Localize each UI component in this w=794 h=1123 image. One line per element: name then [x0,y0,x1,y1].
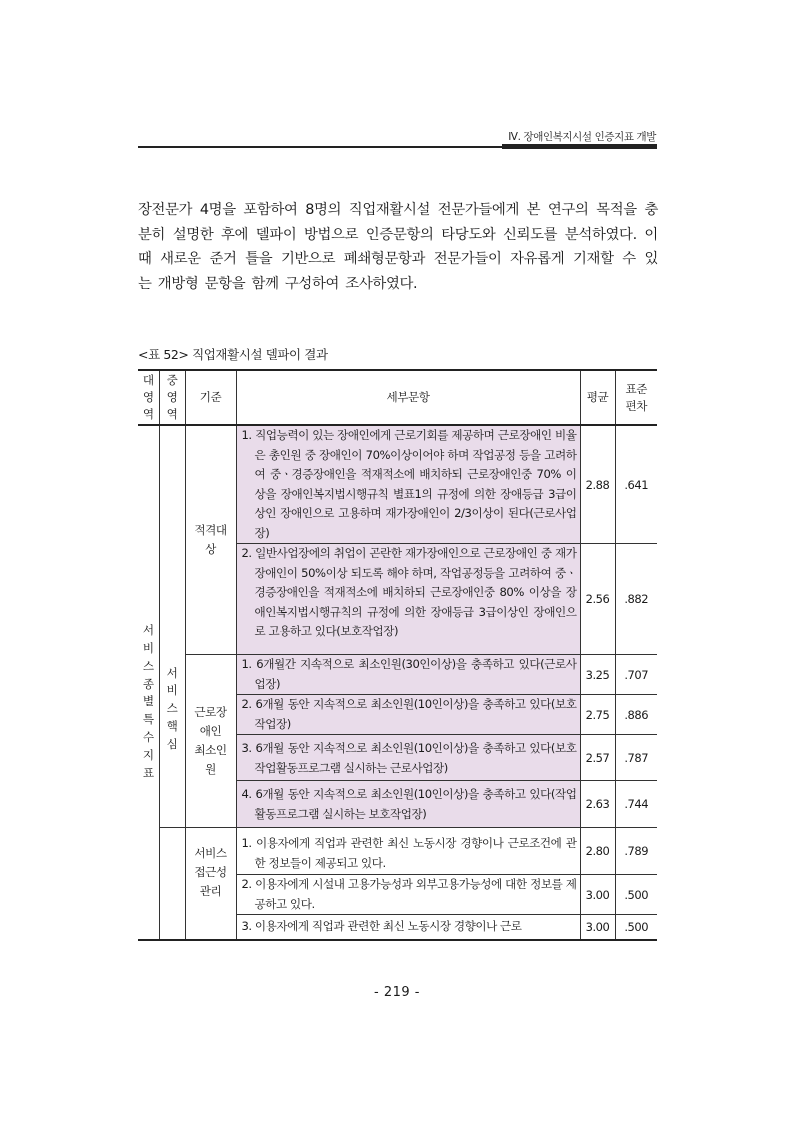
criterion-eligibility: 적격대 상 [185,425,236,655]
item-text-cell: 2. 일반사업장에의 취업이 곤란한 재가장애인으로 근로장애인 중 재가장애인이 50%이상 되도록 해야 하며, 작업공정등을 고려하여 중ㆍ경증장애인을 적재적소에 배치하되 근로장애인중 80% 이상을 장애인복지법시행규칙의 규정에 의한 장애등급 3급이상인 장애인으로 고용하고 있다(보호작업장) [236,544,580,655]
header-sd: 표준 편차 [615,370,657,425]
header-criterion: 기준 [185,370,236,425]
criterion-min-workers: 근로장 애인 최소인 원 [185,655,236,828]
body-line: 장전문가 4명을 포함하여 8명의 직업재활시설 전문가들에게 본 연구의 목적을 충 [138,202,658,218]
header-mean: 평균 [580,370,615,425]
table-row [138,425,657,544]
subdomain-cell: 서 비 스 핵 심 [159,425,185,828]
mean-cell: 2.56 [580,544,615,655]
item-text-cell: 1. 이용자에게 직업과 관련한 최신 노동시장 경향이나 근로조건에 관한 정보들이 제공되고 있다. [236,828,580,875]
item-text-cell: 4. 6개월 동안 지속적으로 최소인원(10인이상)을 충족하고 있다(작업활동프로그램 실시하는 보호작업장) [236,781,580,828]
body-line: 분히 설명한 후에 델파이 방법으로 인증문항의 타당도와 신뢰도를 분석하였다. 이 [138,226,658,243]
delphi-results-table [138,369,657,941]
mean-cell: 2.75 [580,695,615,735]
sd-cell: .789 [615,828,657,875]
header-domain: 대 영 역 [138,370,159,425]
mean-cell: 3.00 [580,875,615,915]
table-caption: <표 52> 직업재활시설 델파이 결과 [138,347,328,362]
item-text-cell: 3. 이용자에게 직업과 관련한 최신 노동시장 경향이나 근로 [236,915,580,940]
sd-cell: .744 [615,781,657,828]
mean-cell: 2.88 [580,425,615,544]
body-paragraph [138,198,658,296]
mean-cell: 2.57 [580,735,615,781]
table-header-row [138,370,657,425]
domain-cell: 서 비 스 종 별 특 수 지 표 [138,425,159,940]
item-text-cell: 1. 6개월간 지속적으로 최소인원(30인이상)을 충족하고 있다(근로사업장) [236,655,580,695]
mean-cell: 3.00 [580,915,615,940]
body-line: 는 개방형 문항을 함께 구성하여 조사하였다. [138,275,418,292]
item-text-cell: 3. 6개월 동안 지속적으로 최소인원(10인이상)을 충족하고 있다(보호작업활동프로그램 실시하는 근로사업장) [236,735,580,781]
sd-cell: .882 [615,544,657,655]
header-subdomain: 중 영 역 [159,370,185,425]
item-text-cell: 1. 직업능력이 있는 장애인에게 근로기회를 제공하며 근로장애인 비율은 총인원 중 장애인이 70%이상이어야 하며 작업공정 등을 고려하여 중ㆍ경증장애인을 적재적소에 배치하되 근로장애인중 70% 이상을 장애인복지법시행규칙 별표1의 규정에 의한 장애등급 3급이상인 장애인으로 고용하며 재가장애인이 2/3이상이 된다(근로사업장) [236,425,580,544]
item-text-cell: 2. 이용자에게 시설내 고용가능성과 외부고용가능성에 대한 정보를 제공하고 있다. [236,875,580,915]
body-line: 때 새로운 준거 틀을 기반으로 폐쇄형문항과 전문가들이 자유롭게 기재할 수 있 [138,251,658,267]
sd-cell: .787 [615,735,657,781]
mean-cell: 2.80 [580,828,615,875]
table-row [138,828,657,875]
running-header: Ⅳ. 장애인복지시설 인증지표 개발 [508,131,656,143]
sd-cell: .641 [615,425,657,544]
table-row [138,655,657,695]
item-text-cell: 2. 6개월 동안 지속적으로 최소인원(10인이상)을 충족하고 있다(보호작업장) [236,695,580,735]
criterion-service-access: 서비스 접근성 관리 [185,828,236,940]
sd-cell: .886 [615,695,657,735]
page-number: - 219 - [374,985,420,1000]
header-rule-accent [502,144,657,149]
mean-cell: 2.63 [580,781,615,828]
header-item: 세부문항 [236,370,580,425]
sd-cell: .500 [615,875,657,915]
sd-cell: .500 [615,915,657,940]
subdomain-cell-empty [159,828,185,940]
mean-cell: 3.25 [580,655,615,695]
sd-cell: .707 [615,655,657,695]
